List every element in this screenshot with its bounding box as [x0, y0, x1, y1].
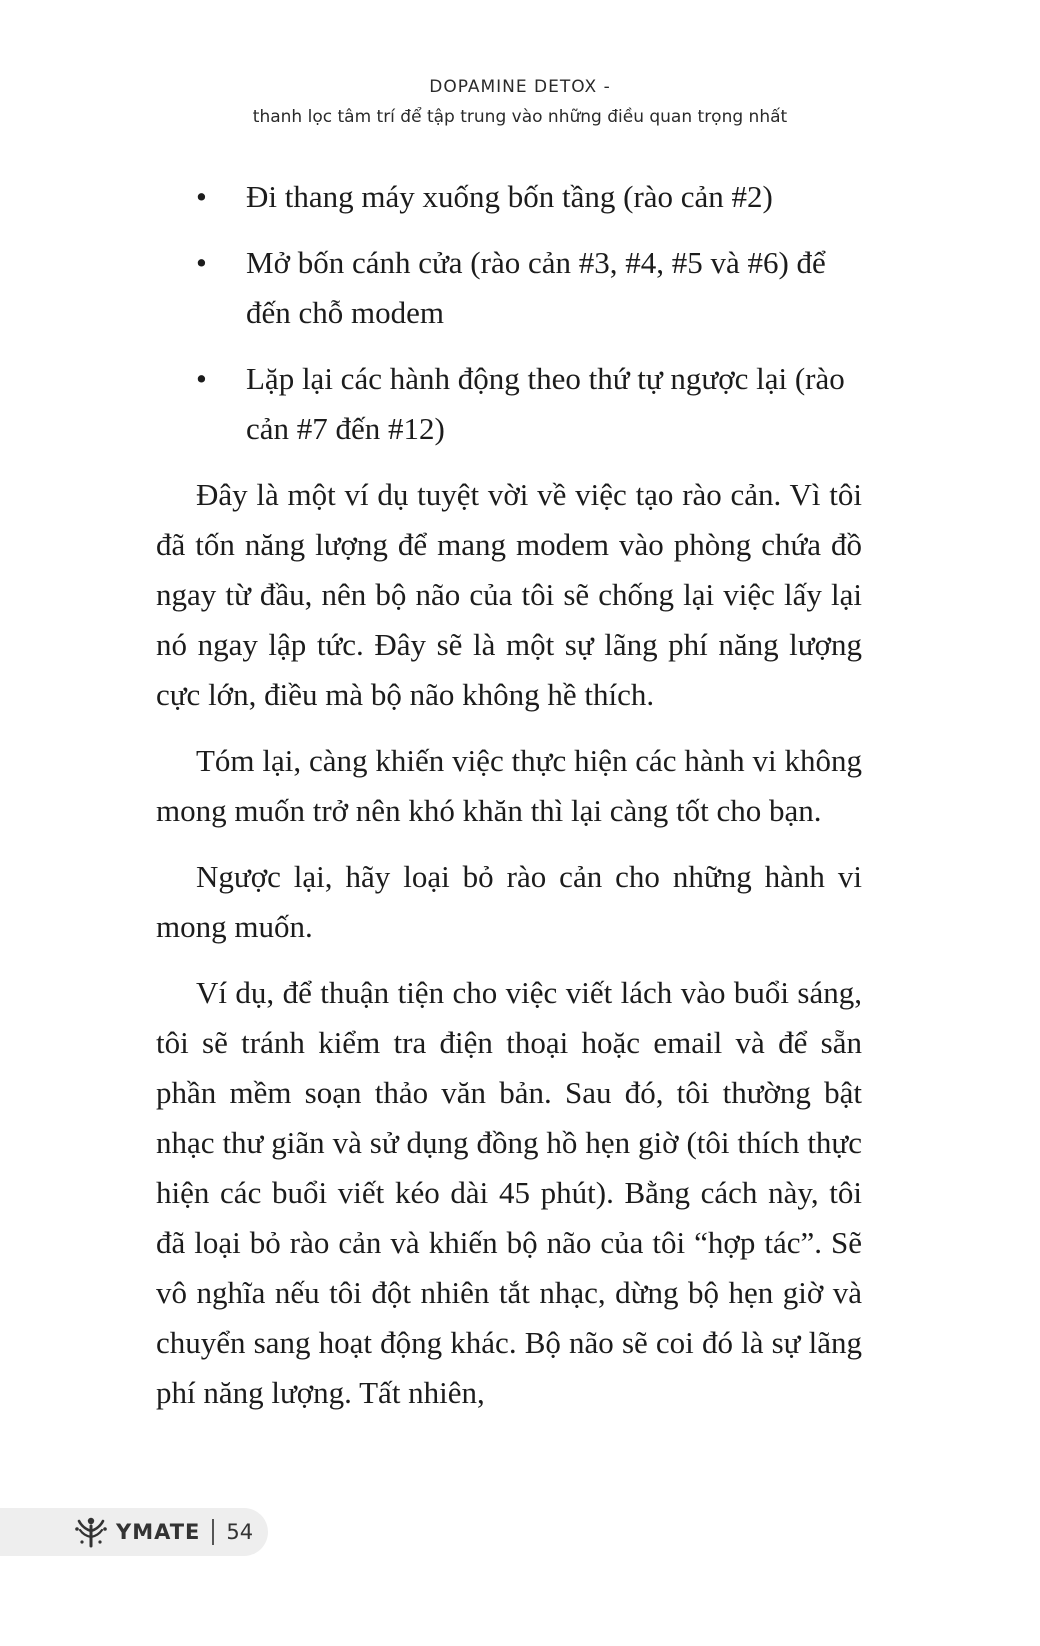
- header-subtitle: thanh lọc tâm trí để tập trung vào những điều quan trọng nhất: [252, 107, 788, 127]
- paragraph: Đây là một ví dụ tuyệt vời về việc tạo rào cản. Vì tôi đã tốn năng lượng để mang modem vào phòng chứa đồ ngay từ đầu, nên bộ não của tôi sẽ chống lại việc lấy lại nó ngay lập tức. Đây sẽ là một sự lãng phí năng lượng cực lớn, điều mà bộ não không hề thích.: [156, 477, 862, 712]
- bullet-item: [156, 354, 862, 454]
- brand-name: YMATE: [116, 1520, 201, 1544]
- running-header: [0, 72, 1040, 132]
- bullet-list: [156, 172, 862, 454]
- paragraph: Tóm lại, càng khiến việc thực hiện các hành vi không mong muốn trở nên khó khăn thì lại càng tốt cho bạn.: [156, 743, 862, 828]
- bullet-text: Lặp lại các hành động theo thứ tự ngược lại (rào cản #7 đến #12): [246, 361, 845, 446]
- header-title: DOPAMINE DETOX -: [429, 77, 611, 97]
- bullet-item: [156, 172, 862, 222]
- footer-divider: [212, 1519, 214, 1545]
- bullet-dot-icon: •: [196, 245, 207, 280]
- bullet-item: [156, 238, 862, 338]
- bullet-dot-icon: •: [196, 179, 207, 214]
- body-text: [156, 172, 862, 1434]
- bullet-dot-icon: •: [196, 361, 207, 396]
- page-footer: [0, 1508, 268, 1556]
- ymate-logo-icon: [74, 1515, 108, 1549]
- paragraph: Ví dụ, để thuận tiện cho việc viết lách vào buổi sáng, tôi sẽ tránh kiểm tra điện thoại hoặc email và để sẵn phần mềm soạn thảo văn bản. Sau đó, tôi thường bật nhạc thư giãn và sử dụng đồng hồ hẹn giờ (tôi thích thực hiện các buổi viết kéo dài 45 phút). Bằng cách này, tôi đã loại bỏ rào cản và khiến bộ não của tôi “hợp tác”. Sẽ vô nghĩa nếu tôi đột nhiên tắt nhạc, dừng bộ hẹn giờ và chuyển sang hoạt động khác. Bộ não sẽ coi đó là sự lãng phí năng lượng. Tất nhiên,: [156, 975, 862, 1410]
- bullet-text: Đi thang máy xuống bốn tầng (rào cản #2): [246, 179, 773, 214]
- page-number: 54: [226, 1520, 254, 1544]
- paragraph: Ngược lại, hãy loại bỏ rào cản cho những hành vi mong muốn.: [156, 859, 862, 944]
- bullet-text: Mở bốn cánh cửa (rào cản #3, #4, #5 và #6) để đến chỗ modem: [246, 245, 826, 330]
